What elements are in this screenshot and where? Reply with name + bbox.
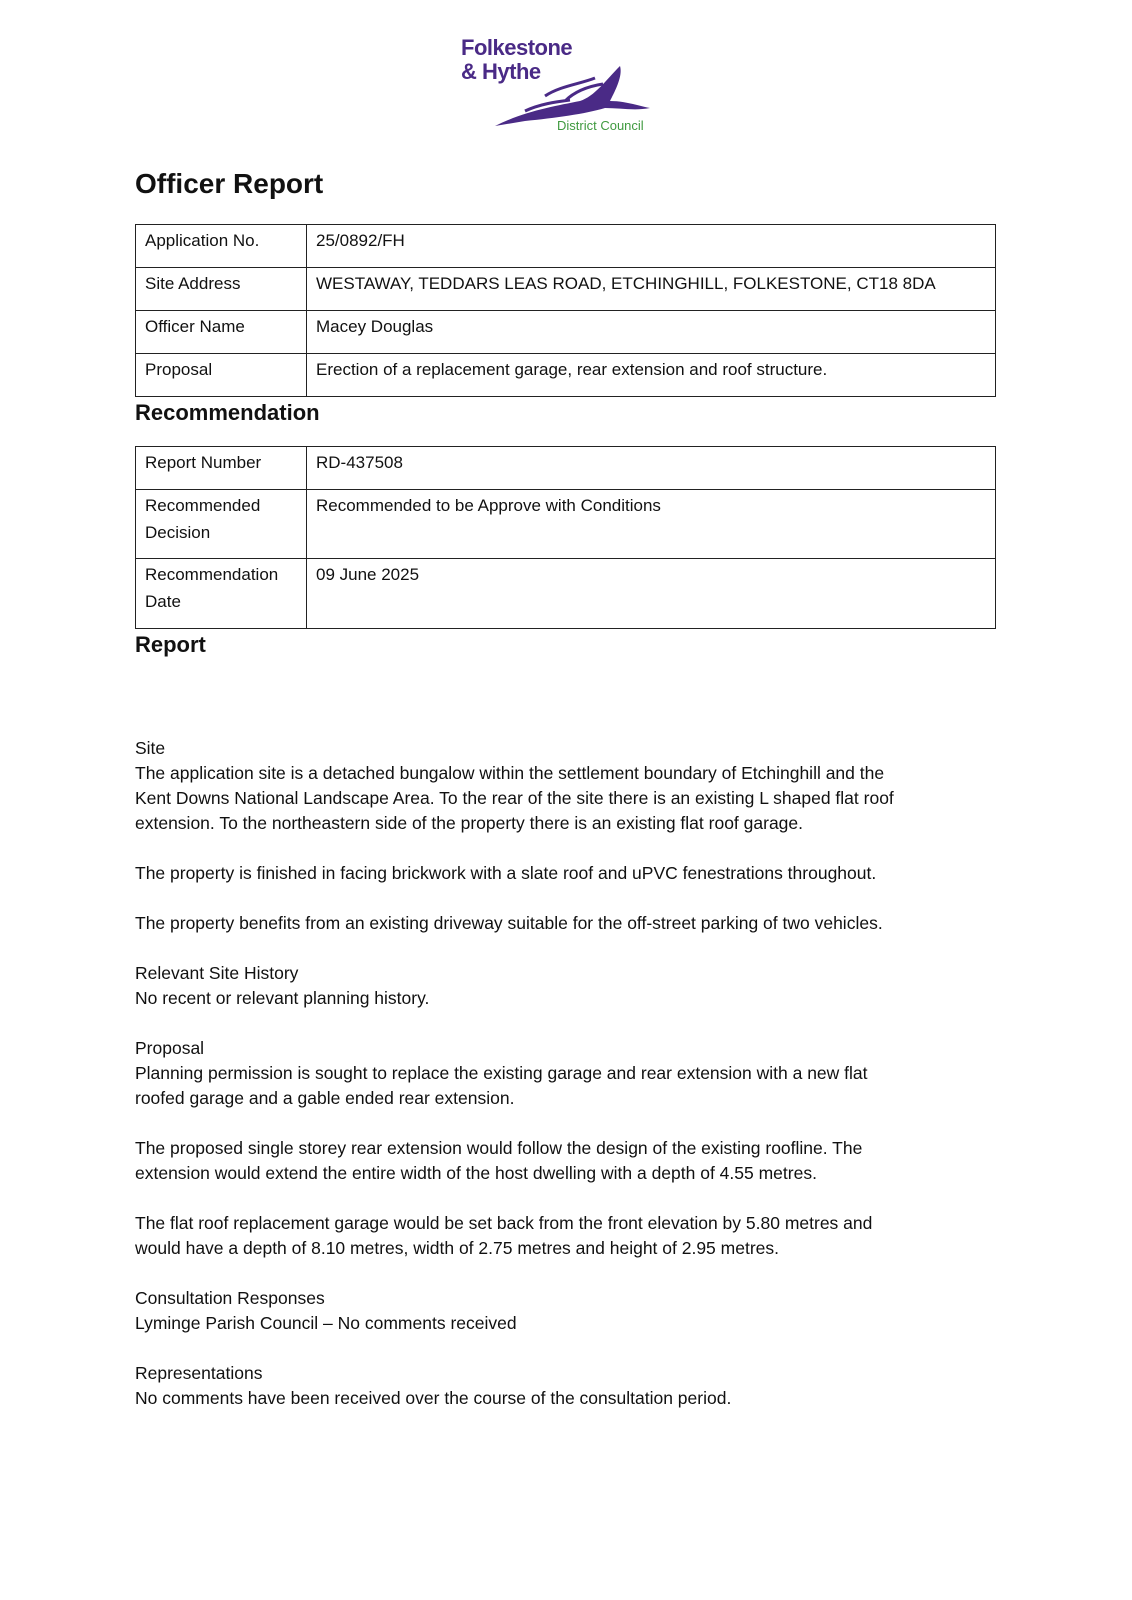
report-paragraph [135, 1286, 1015, 1336]
table-row [136, 225, 996, 268]
application-table [135, 224, 996, 397]
paragraph-line: would have a depth of 8.10 metres, width of 2.75 metres and height of 2.95 metres. [135, 1238, 779, 1258]
paragraph-line: Proposal [135, 1038, 205, 1058]
table-row [136, 559, 996, 629]
paragraph-line: The flat roof replacement garage would be set back from the front elevation by 5.80 metres and [135, 1213, 873, 1233]
paragraph-line: The property benefits from an existing driveway suitable for the off-street parking of two vehicles. [135, 913, 883, 933]
recommendation-heading: Recommendation [135, 400, 320, 425]
table-row [136, 490, 996, 559]
report-paragraph [135, 1136, 1015, 1186]
paragraph-line: Representations [135, 1363, 263, 1383]
recommendation-table [135, 446, 996, 629]
report-paragraph [135, 861, 1015, 886]
row-value: WESTAWAY, TEDDARS LEAS ROAD, ETCHINGHILL, FOLKESTONE, CT18 8DA [307, 268, 996, 311]
paragraph-line: Site [135, 738, 166, 758]
paragraph-line: Relevant Site History [135, 963, 299, 983]
logo-text-line2: & Hythe [461, 59, 541, 84]
paragraph-line: Consultation Responses [135, 1288, 325, 1308]
paragraph-line: No comments have been received over the course of the consultation period. [135, 1388, 732, 1408]
paragraph-line: The proposed single storey rear extension would follow the design of the existing roofline. The [135, 1138, 863, 1158]
row-label: Recommended Decision [136, 490, 307, 559]
row-value: Recommended to be Approve with Conditions [307, 490, 996, 559]
row-label: Proposal [136, 354, 307, 397]
table-row [136, 354, 996, 397]
row-label: Report Number [136, 447, 307, 490]
council-logo [455, 36, 655, 136]
report-body [135, 736, 1015, 1436]
paragraph-line: extension would extend the entire width of the host dwelling with a depth of 4.55 metres. [135, 1163, 817, 1183]
paragraph-line: The property is finished in facing brickwork with a slate roof and uPVC fenestrations throughout. [135, 863, 877, 883]
report-paragraph [135, 961, 1015, 1011]
row-value: 25/0892/FH [307, 225, 996, 268]
logo-text-line3: District Council [557, 118, 644, 133]
paragraph-line: extension. To the northeastern side of the property there is an existing flat roof garage. [135, 813, 803, 833]
logo-text-line1: Folkestone [461, 35, 573, 60]
paragraph-line: The application site is a detached bungalow within the settlement boundary of Etchinghill and the [135, 763, 885, 783]
paragraph-line: No recent or relevant planning history. [135, 988, 430, 1008]
row-value: 09 June 2025 [307, 559, 996, 629]
report-paragraph [135, 1361, 1015, 1411]
report-paragraph [135, 736, 1015, 836]
row-label: Officer Name [136, 311, 307, 354]
row-value: Erection of a replacement garage, rear extension and roof structure. [307, 354, 996, 397]
row-label: Recommendation Date [136, 559, 307, 629]
table-row [136, 447, 996, 490]
table-row [136, 268, 996, 311]
report-paragraph [135, 1036, 1015, 1111]
row-label: Application No. [136, 225, 307, 268]
table-row [136, 311, 996, 354]
report-paragraph [135, 911, 1015, 936]
paragraph-line: roofed garage and a gable ended rear extension. [135, 1088, 515, 1108]
row-value: Macey Douglas [307, 311, 996, 354]
paragraph-line: Kent Downs National Landscape Area. To the rear of the site there is an existing L shaped flat roof [135, 788, 894, 808]
row-label: Site Address [136, 268, 307, 311]
row-value: RD-437508 [307, 447, 996, 490]
report-heading: Report [135, 632, 206, 657]
paragraph-line: Lyminge Parish Council – No comments received [135, 1313, 517, 1333]
page-title: Officer Report [135, 168, 324, 199]
report-paragraph [135, 1211, 1015, 1261]
paragraph-line: Planning permission is sought to replace the existing garage and rear extension with a new flat [135, 1063, 868, 1083]
